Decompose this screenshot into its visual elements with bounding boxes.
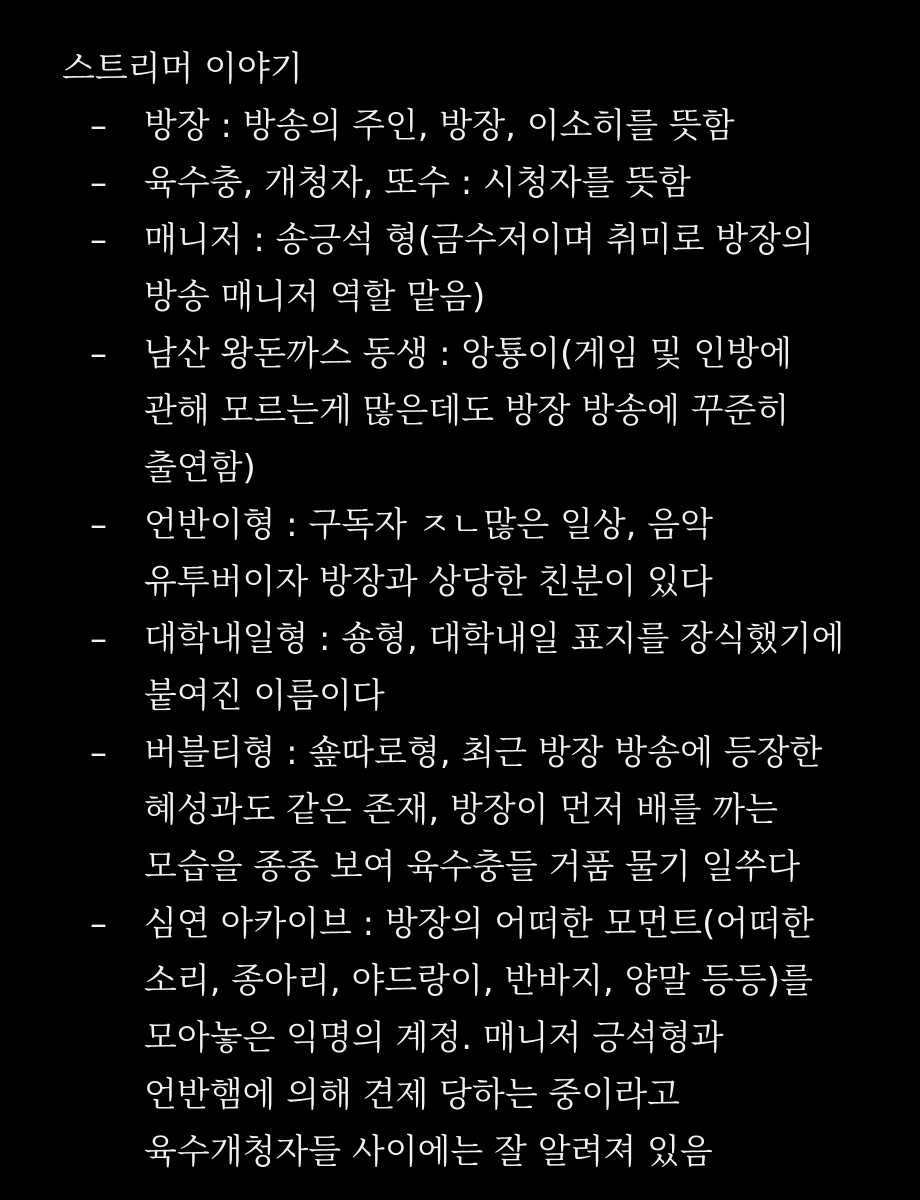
- list-item-text: 언반이형 : 구독자 ㅈㄴ많은 일상, 음악 유투버이자 방장과 상당한 친분이 있다: [144, 505, 713, 602]
- list-item: [62, 725, 880, 896]
- list-item-text: 매니저 : 송긍석 형(금수저이며 취미로 방장의 방송 매니저 역할 맡음): [144, 220, 814, 317]
- dash-bullet-icon: –: [90, 505, 107, 545]
- list-item: [62, 497, 880, 611]
- document-title: 스트리머 이야기: [62, 49, 303, 89]
- list-item: [62, 896, 880, 1181]
- list-item: [62, 98, 880, 155]
- list-item: [62, 611, 880, 725]
- list-item: [62, 212, 880, 326]
- dash-bullet-icon: –: [90, 733, 107, 773]
- list-item-text: 대학내일형 : 숑형, 대학내일 표지를 장식했기에 붙여진 이름이다: [144, 619, 845, 716]
- dash-bullet-icon: –: [90, 220, 107, 260]
- dash-bullet-icon: –: [90, 163, 107, 203]
- list-item-text: 심연 아카이브 : 방장의 어떠한 모먼트(어떠한 소리, 종아리, 야드랑이, 반바지, 양말 등등)를 모아놓은 익명의 계정. 매니저 긍석형과 언반햄에 의해 견제 당하는 중이라고 육수개청자들 사이에는 잘 알려져 있음: [144, 904, 814, 1172]
- bullet-list: [62, 98, 880, 1181]
- list-item: [62, 326, 880, 497]
- dash-bullet-icon: –: [90, 334, 107, 374]
- list-item-text: 방장 : 방송의 주인, 방장, 이소히를 뜻함: [144, 106, 735, 146]
- dash-bullet-icon: –: [90, 619, 107, 659]
- list-item: [62, 155, 880, 212]
- list-item-text: 육수충, 개청자, 또수 : 시청자를 뜻함: [144, 163, 691, 203]
- list-item-text: 버블티형 : 숖따로형, 최근 방장 방송에 등장한 혜성과도 같은 존재, 방장이 먼저 배를 까는 모습을 종종 보여 육수충들 거품 물기 일쑤다: [144, 733, 823, 887]
- dash-bullet-icon: –: [90, 106, 107, 146]
- dash-bullet-icon: –: [90, 904, 107, 944]
- list-item-text: 남산 왕돈까스 동생 : 앙툥이(게임 및 인방에 관해 모르는게 많은데도 방장 방송에 꾸준히 출연함): [144, 334, 792, 488]
